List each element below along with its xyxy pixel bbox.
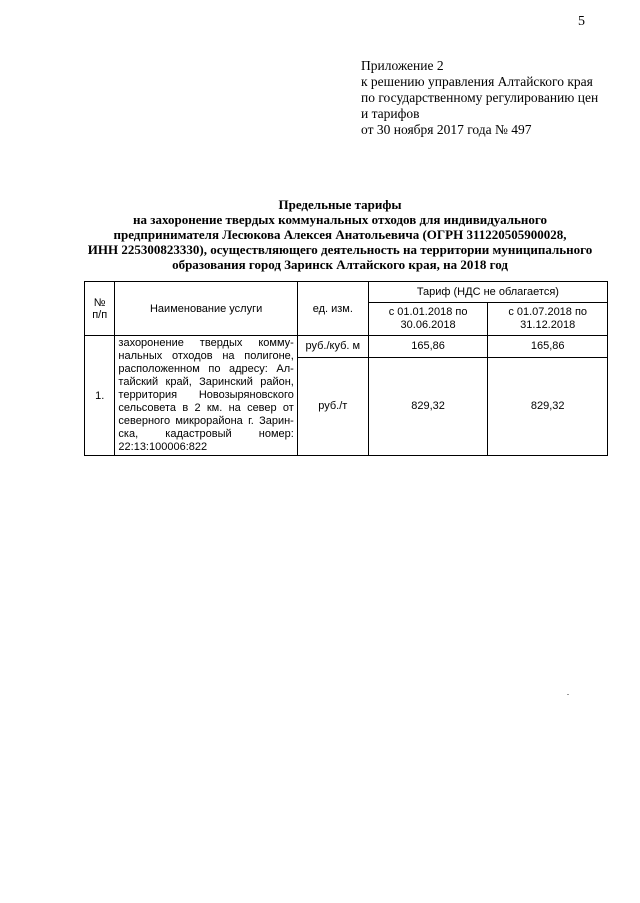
service-line: 22:13:100006:822: [118, 441, 208, 453]
tariff-value: 829,32: [368, 357, 488, 455]
page-number: 5: [578, 14, 585, 29]
service-line: северного микрорайона г. Зарин-: [118, 415, 294, 427]
header-service: Наименование услуги: [115, 282, 297, 336]
scan-mark: [567, 694, 569, 695]
table-header-row: [85, 282, 608, 303]
appendix-line: по государственному регулированию цен: [361, 90, 599, 105]
service-line: нальных отходов на полигоне,: [118, 350, 294, 362]
service-line: расположенном по адресу: Ал-: [118, 363, 294, 375]
header-num: № п/п: [85, 282, 115, 336]
appendix-block: [361, 58, 631, 138]
service-line: захоронение твердых комму-: [118, 337, 294, 349]
service-line: тайский край, Заринский район,: [118, 376, 294, 388]
header-period-2: с 01.07.2018 по 31.12.2018: [488, 303, 608, 336]
document-title: [70, 197, 610, 272]
header-tariff: Тариф (НДС не облагается): [368, 282, 607, 303]
title-line: предпринимателя Лесюкова Алексея Анатольевича (ОГРН 311220505900028,: [113, 227, 567, 242]
tariff-value: 165,86: [368, 336, 488, 358]
appendix-line: от 30 ноября 2017 года № 497: [361, 122, 532, 137]
title-line: ИНН 225300823330), осуществляющего деятельность на территории муниципального: [87, 242, 593, 257]
tariff-value: 829,32: [488, 357, 608, 455]
title-line: на захоронение твердых коммунальных отходов для индивидуального: [133, 212, 547, 227]
header-unit: ед. изм.: [297, 282, 368, 336]
table-row: [85, 336, 608, 358]
title-line: образования город Заринск Алтайского края, на 2018 год: [172, 257, 508, 272]
appendix-line: к решению управления Алтайского края: [361, 74, 593, 89]
appendix-line: и тарифов: [361, 106, 420, 121]
tariff-table: [84, 281, 608, 456]
header-period-1: с 01.01.2018 по 30.06.2018: [368, 303, 488, 336]
tariff-value: 165,86: [488, 336, 608, 358]
title-line: Предельные тарифы: [278, 197, 402, 212]
service-line: ска, кадастровый номер:: [118, 428, 294, 440]
service-line: сельсовета в 2 км. на север от: [118, 402, 294, 414]
unit-cell: руб./куб. м: [297, 336, 368, 358]
service-line: территория Новозыряновского: [118, 389, 294, 401]
unit-cell: руб./т: [297, 357, 368, 455]
appendix-line: Приложение 2: [361, 58, 444, 73]
row-num: 1.: [85, 336, 115, 456]
service-description: [115, 336, 297, 456]
